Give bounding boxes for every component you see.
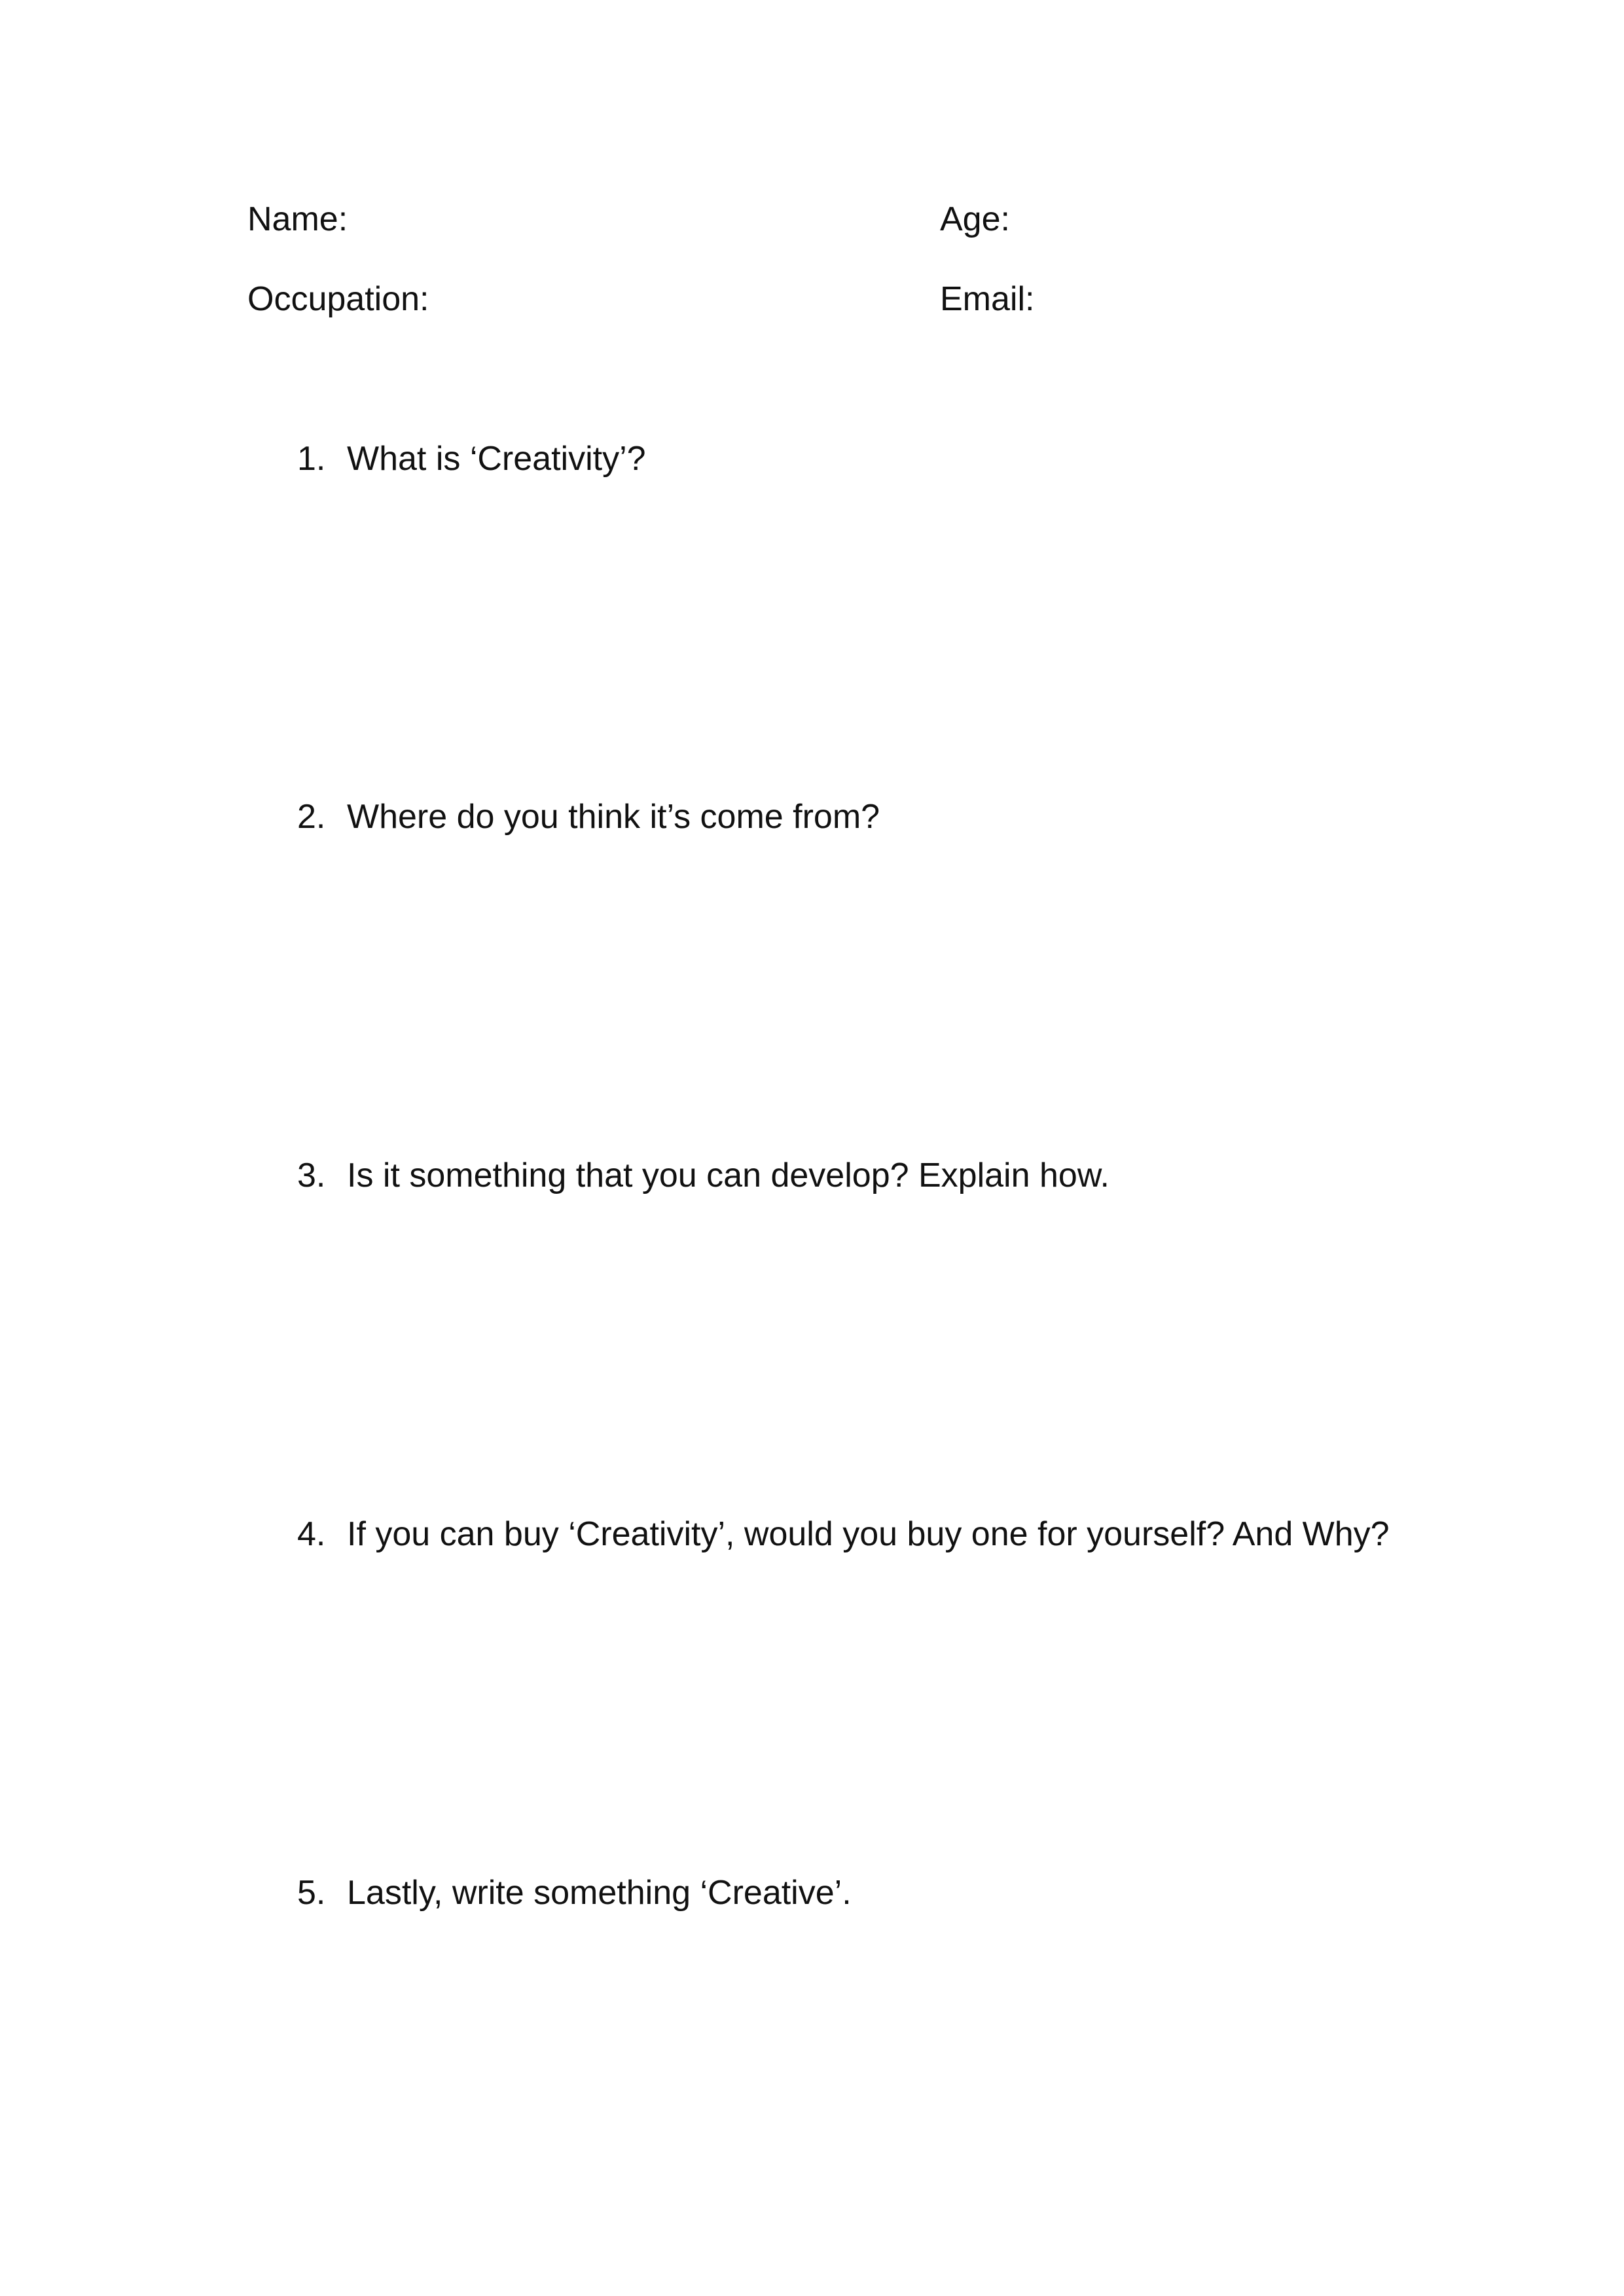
question-item xyxy=(297,1876,852,1910)
question-text: Lastly, write something ‘Creative’. xyxy=(347,1874,852,1912)
question-item xyxy=(297,1517,1390,1551)
question-number: 1. xyxy=(297,440,326,478)
question-item xyxy=(297,1158,1110,1193)
age-field-label: Age: xyxy=(940,200,1010,238)
question-item xyxy=(297,442,646,476)
question-number: 5. xyxy=(297,1874,326,1912)
question-item xyxy=(297,800,880,834)
email-field-label: Email: xyxy=(940,280,1035,318)
question-text: What is ‘Creativity’? xyxy=(347,440,646,478)
occupation-field-label: Occupation: xyxy=(247,280,429,318)
question-text: Where do you think it’s come from? xyxy=(347,798,880,836)
question-number: 4. xyxy=(297,1515,326,1553)
question-number: 3. xyxy=(297,1157,326,1194)
question-text: If you can buy ‘Creativity’, would you buy one for yourself? And Why? xyxy=(347,1515,1390,1553)
question-number: 2. xyxy=(297,798,326,836)
name-field-label: Name: xyxy=(247,200,348,238)
question-text: Is it something that you can develop? Explain how. xyxy=(347,1157,1110,1194)
